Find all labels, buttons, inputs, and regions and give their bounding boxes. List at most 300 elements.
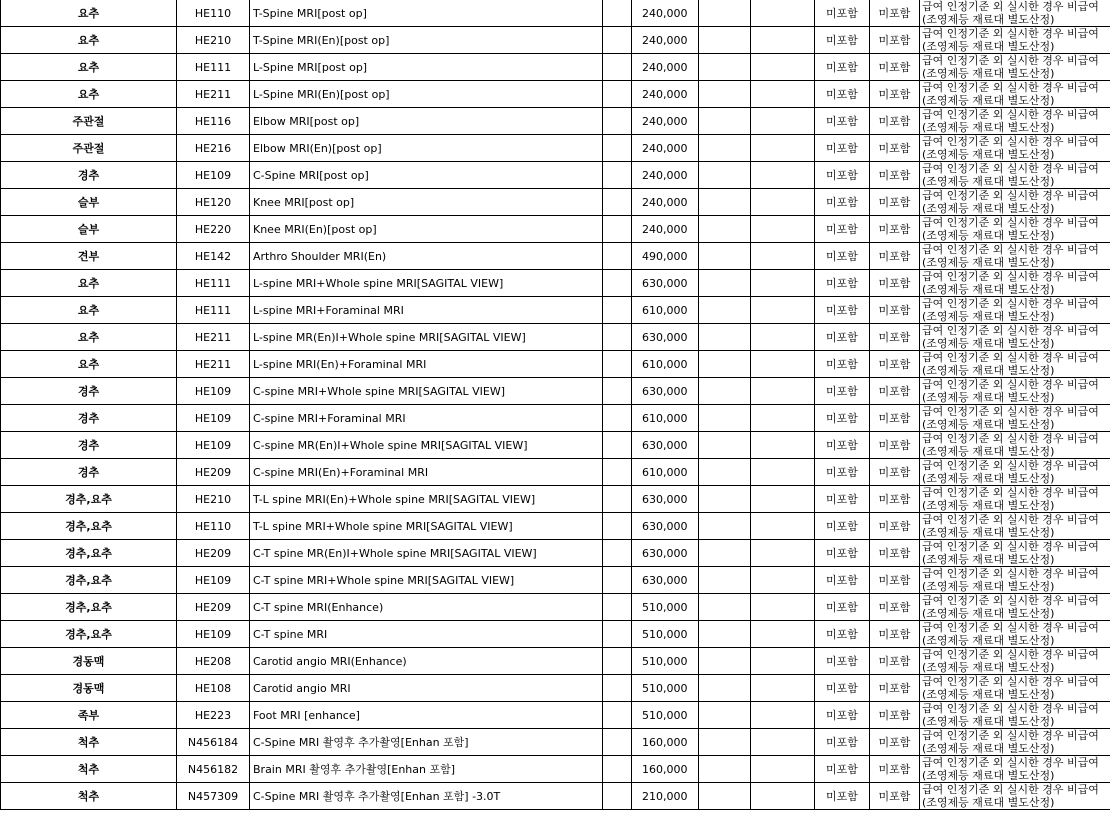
inclusion-b-cell: 미포함: [870, 648, 920, 675]
inclusion-b-cell: 미포함: [870, 432, 920, 459]
note-line-1: 급여 인정기준 외 실시한 경우 비급여: [922, 216, 1099, 229]
note-line-2: (조영제등 재료대 별도산정): [922, 175, 1055, 188]
inclusion-b-cell: 미포함: [870, 162, 920, 189]
empty-cell: [751, 729, 815, 756]
empty-cell: [751, 81, 815, 108]
price-cell: 240,000: [632, 135, 699, 162]
price-cell: 240,000: [632, 189, 699, 216]
inclusion-a-cell: 미포함: [815, 594, 870, 621]
note-cell: [920, 729, 1110, 756]
empty-cell: [699, 405, 751, 432]
price-cell: 240,000: [632, 81, 699, 108]
empty-cell: [699, 297, 751, 324]
note-line-2: (조영제등 재료대 별도산정): [922, 607, 1055, 620]
procedure-name-cell: T-Spine MRI[post op]: [250, 0, 603, 27]
code-cell: HE110: [177, 0, 250, 27]
empty-cell: [751, 594, 815, 621]
note-line-2: (조영제등 재료대 별도산정): [922, 256, 1055, 269]
empty-cell: [699, 378, 751, 405]
empty-cell: [603, 378, 632, 405]
empty-cell: [751, 297, 815, 324]
empty-cell: [699, 567, 751, 594]
note-cell: [920, 108, 1110, 135]
code-cell: HE111: [177, 297, 250, 324]
category-cell: 경추,요추: [1, 540, 177, 567]
inclusion-a-cell: 미포함: [815, 378, 870, 405]
procedure-name-cell: Knee MRI[post op]: [250, 189, 603, 216]
empty-cell: [699, 486, 751, 513]
code-cell: HE111: [177, 270, 250, 297]
table-row: [1, 756, 1110, 783]
price-cell: 610,000: [632, 405, 699, 432]
note-line-2: (조영제등 재료대 별도산정): [922, 553, 1055, 566]
category-cell: 경추,요추: [1, 513, 177, 540]
empty-cell: [699, 540, 751, 567]
empty-cell: [699, 243, 751, 270]
empty-cell: [699, 54, 751, 81]
inclusion-b-cell: 미포함: [870, 540, 920, 567]
empty-cell: [751, 216, 815, 243]
price-cell: 630,000: [632, 567, 699, 594]
empty-cell: [603, 594, 632, 621]
code-cell: HE116: [177, 108, 250, 135]
category-cell: 경추: [1, 432, 177, 459]
inclusion-a-cell: 미포함: [815, 135, 870, 162]
empty-cell: [699, 783, 751, 810]
empty-cell: [751, 702, 815, 729]
note-line-2: (조영제등 재료대 별도산정): [922, 40, 1055, 53]
fee-table-body: [1, 0, 1110, 810]
empty-cell: [603, 405, 632, 432]
inclusion-a-cell: 미포함: [815, 459, 870, 486]
empty-cell: [751, 270, 815, 297]
empty-cell: [751, 162, 815, 189]
inclusion-a-cell: 미포함: [815, 621, 870, 648]
empty-cell: [751, 648, 815, 675]
procedure-name-cell: C-spine MRI(En)+Foraminal MRI: [250, 459, 603, 486]
empty-cell: [751, 108, 815, 135]
table-row: [1, 81, 1110, 108]
inclusion-b-cell: 미포함: [870, 729, 920, 756]
note-line-1: 급여 인정기준 외 실시한 경우 비급여: [922, 162, 1099, 175]
inclusion-b-cell: 미포함: [870, 567, 920, 594]
empty-cell: [751, 513, 815, 540]
inclusion-b-cell: 미포함: [870, 378, 920, 405]
note-cell: [920, 783, 1110, 810]
inclusion-b-cell: 미포함: [870, 621, 920, 648]
inclusion-a-cell: 미포함: [815, 432, 870, 459]
category-cell: 요추: [1, 297, 177, 324]
empty-cell: [603, 351, 632, 378]
price-cell: 630,000: [632, 486, 699, 513]
inclusion-b-cell: 미포함: [870, 27, 920, 54]
table-row: [1, 243, 1110, 270]
inclusion-a-cell: 미포함: [815, 540, 870, 567]
note-line-2: (조영제등 재료대 별도산정): [922, 364, 1055, 377]
note-line-2: (조영제등 재료대 별도산정): [922, 661, 1055, 674]
note-cell: [920, 756, 1110, 783]
note-cell: [920, 540, 1110, 567]
empty-cell: [699, 702, 751, 729]
note-line-2: (조영제등 재료대 별도산정): [922, 229, 1055, 242]
price-cell: 510,000: [632, 702, 699, 729]
code-cell: HE209: [177, 459, 250, 486]
note-cell: [920, 459, 1110, 486]
category-cell: 주관절: [1, 135, 177, 162]
empty-cell: [603, 324, 632, 351]
note-cell: [920, 243, 1110, 270]
procedure-name-cell: Knee MRI(En)[post op]: [250, 216, 603, 243]
note-cell: [920, 486, 1110, 513]
procedure-name-cell: Brain MRI 촬영후 추가촬영[Enhan 포함]: [250, 756, 603, 783]
procedure-name-cell: T-L spine MRI+Whole spine MRI[SAGITAL VIEW]: [250, 513, 603, 540]
code-cell: HE211: [177, 81, 250, 108]
note-line-1: 급여 인정기준 외 실시한 경우 비급여: [922, 594, 1099, 607]
empty-cell: [751, 27, 815, 54]
category-cell: 경추,요추: [1, 567, 177, 594]
table-row: [1, 783, 1110, 810]
note-cell: [920, 324, 1110, 351]
table-row: [1, 513, 1110, 540]
inclusion-b-cell: 미포함: [870, 459, 920, 486]
inclusion-b-cell: 미포함: [870, 675, 920, 702]
category-cell: 요추: [1, 270, 177, 297]
code-cell: HE208: [177, 648, 250, 675]
empty-cell: [751, 324, 815, 351]
inclusion-a-cell: 미포함: [815, 756, 870, 783]
code-cell: HE209: [177, 594, 250, 621]
code-cell: HE109: [177, 162, 250, 189]
empty-cell: [603, 81, 632, 108]
note-line-1: 급여 인정기준 외 실시한 경우 비급여: [922, 432, 1099, 445]
note-line-2: (조영제등 재료대 별도산정): [922, 310, 1055, 323]
empty-cell: [603, 513, 632, 540]
inclusion-b-cell: 미포함: [870, 486, 920, 513]
empty-cell: [699, 648, 751, 675]
inclusion-b-cell: 미포함: [870, 108, 920, 135]
inclusion-a-cell: 미포함: [815, 513, 870, 540]
code-cell: HE216: [177, 135, 250, 162]
code-cell: HE210: [177, 27, 250, 54]
note-line-2: (조영제등 재료대 별도산정): [922, 94, 1055, 107]
inclusion-b-cell: 미포함: [870, 297, 920, 324]
price-cell: 610,000: [632, 297, 699, 324]
procedure-name-cell: L-Spine MRI[post op]: [250, 54, 603, 81]
note-cell: [920, 189, 1110, 216]
note-line-2: (조영제등 재료대 별도산정): [922, 499, 1055, 512]
category-cell: 경추: [1, 459, 177, 486]
price-cell: 240,000: [632, 0, 699, 27]
code-cell: HE109: [177, 378, 250, 405]
code-cell: HE211: [177, 324, 250, 351]
empty-cell: [603, 756, 632, 783]
empty-cell: [603, 459, 632, 486]
note-line-2: (조영제등 재료대 별도산정): [922, 769, 1055, 782]
note-line-1: 급여 인정기준 외 실시한 경우 비급여: [922, 459, 1099, 472]
inclusion-a-cell: 미포함: [815, 0, 870, 27]
inclusion-a-cell: 미포함: [815, 486, 870, 513]
note-cell: [920, 405, 1110, 432]
price-cell: 240,000: [632, 54, 699, 81]
note-line-1: 급여 인정기준 외 실시한 경우 비급여: [922, 486, 1099, 499]
empty-cell: [603, 189, 632, 216]
procedure-name-cell: T-Spine MRI(En)[post op]: [250, 27, 603, 54]
code-cell: HE223: [177, 702, 250, 729]
price-cell: 240,000: [632, 27, 699, 54]
price-cell: 210,000: [632, 783, 699, 810]
note-cell: [920, 270, 1110, 297]
inclusion-a-cell: 미포함: [815, 567, 870, 594]
note-cell: [920, 513, 1110, 540]
inclusion-a-cell: 미포함: [815, 189, 870, 216]
note-line-2: (조영제등 재료대 별도산정): [922, 472, 1055, 485]
empty-cell: [751, 756, 815, 783]
inclusion-a-cell: 미포함: [815, 54, 870, 81]
empty-cell: [751, 459, 815, 486]
category-cell: 슬부: [1, 189, 177, 216]
procedure-name-cell: Carotid angio MRI: [250, 675, 603, 702]
category-cell: 경추,요추: [1, 621, 177, 648]
empty-cell: [699, 108, 751, 135]
table-row: [1, 702, 1110, 729]
empty-cell: [603, 540, 632, 567]
price-cell: 630,000: [632, 540, 699, 567]
note-line-2: (조영제등 재료대 별도산정): [922, 688, 1055, 701]
note-line-2: (조영제등 재료대 별도산정): [922, 580, 1055, 593]
price-cell: 240,000: [632, 162, 699, 189]
inclusion-a-cell: 미포함: [815, 108, 870, 135]
table-row: [1, 675, 1110, 702]
table-row: [1, 648, 1110, 675]
procedure-name-cell: L-spine MRI+Foraminal MRI: [250, 297, 603, 324]
table-row: [1, 297, 1110, 324]
inclusion-a-cell: 미포함: [815, 405, 870, 432]
note-line-1: 급여 인정기준 외 실시한 경우 비급여: [922, 243, 1099, 256]
empty-cell: [699, 621, 751, 648]
note-line-1: 급여 인정기준 외 실시한 경우 비급여: [922, 324, 1099, 337]
category-cell: 슬부: [1, 216, 177, 243]
inclusion-b-cell: 미포함: [870, 81, 920, 108]
price-cell: 610,000: [632, 459, 699, 486]
code-cell: HE109: [177, 621, 250, 648]
note-line-1: 급여 인정기준 외 실시한 경우 비급여: [922, 648, 1099, 661]
note-line-1: 급여 인정기준 외 실시한 경우 비급여: [922, 297, 1099, 310]
code-cell: HE210: [177, 486, 250, 513]
procedure-name-cell: C-T spine MR(En)I+Whole spine MRI[SAGITAL VIEW]: [250, 540, 603, 567]
inclusion-b-cell: 미포함: [870, 216, 920, 243]
inclusion-a-cell: 미포함: [815, 216, 870, 243]
inclusion-a-cell: 미포함: [815, 783, 870, 810]
empty-cell: [603, 243, 632, 270]
note-line-2: (조영제등 재료대 별도산정): [922, 337, 1055, 350]
empty-cell: [699, 162, 751, 189]
note-cell: [920, 675, 1110, 702]
empty-cell: [751, 567, 815, 594]
price-cell: 240,000: [632, 216, 699, 243]
price-cell: 630,000: [632, 432, 699, 459]
note-line-2: (조영제등 재료대 별도산정): [922, 418, 1055, 431]
empty-cell: [751, 378, 815, 405]
table-row: [1, 594, 1110, 621]
price-cell: 490,000: [632, 243, 699, 270]
empty-cell: [603, 27, 632, 54]
note-line-1: 급여 인정기준 외 실시한 경우 비급여: [922, 189, 1099, 202]
empty-cell: [699, 0, 751, 27]
note-line-1: 급여 인정기준 외 실시한 경우 비급여: [922, 621, 1099, 634]
inclusion-b-cell: 미포함: [870, 756, 920, 783]
note-line-2: (조영제등 재료대 별도산정): [922, 67, 1055, 80]
note-cell: [920, 81, 1110, 108]
table-row: [1, 108, 1110, 135]
category-cell: 경추: [1, 378, 177, 405]
category-cell: 경추: [1, 405, 177, 432]
empty-cell: [699, 594, 751, 621]
category-cell: 요추: [1, 351, 177, 378]
empty-cell: [699, 459, 751, 486]
code-cell: HE110: [177, 513, 250, 540]
empty-cell: [699, 189, 751, 216]
note-line-1: 급여 인정기준 외 실시한 경우 비급여: [922, 27, 1099, 40]
inclusion-b-cell: 미포함: [870, 702, 920, 729]
note-cell: [920, 351, 1110, 378]
note-line-1: 급여 인정기준 외 실시한 경우 비급여: [922, 270, 1099, 283]
empty-cell: [603, 432, 632, 459]
inclusion-a-cell: 미포함: [815, 675, 870, 702]
note-line-1: 급여 인정기준 외 실시한 경우 비급여: [922, 675, 1099, 688]
inclusion-b-cell: 미포함: [870, 324, 920, 351]
empty-cell: [699, 513, 751, 540]
empty-cell: [603, 54, 632, 81]
price-cell: 510,000: [632, 675, 699, 702]
note-line-1: 급여 인정기준 외 실시한 경우 비급여: [922, 54, 1099, 67]
code-cell: HE142: [177, 243, 250, 270]
note-cell: [920, 216, 1110, 243]
table-row: [1, 621, 1110, 648]
procedure-name-cell: C-Spine MRI[post op]: [250, 162, 603, 189]
empty-cell: [751, 0, 815, 27]
inclusion-b-cell: 미포함: [870, 270, 920, 297]
procedure-name-cell: C-T spine MRI+Whole spine MRI[SAGITAL VIEW]: [250, 567, 603, 594]
note-line-1: 급여 인정기준 외 실시한 경우 비급여: [922, 405, 1099, 418]
note-line-1: 급여 인정기준 외 실시한 경우 비급여: [922, 567, 1099, 580]
empty-cell: [751, 351, 815, 378]
inclusion-b-cell: 미포함: [870, 54, 920, 81]
table-row: [1, 540, 1110, 567]
table-row: [1, 459, 1110, 486]
empty-cell: [751, 135, 815, 162]
inclusion-b-cell: 미포함: [870, 135, 920, 162]
note-line-2: (조영제등 재료대 별도산정): [922, 148, 1055, 161]
table-row: [1, 351, 1110, 378]
procedure-name-cell: C-T spine MRI(Enhance): [250, 594, 603, 621]
empty-cell: [603, 0, 632, 27]
empty-cell: [699, 135, 751, 162]
category-cell: 요추: [1, 324, 177, 351]
note-cell: [920, 378, 1110, 405]
note-cell: [920, 135, 1110, 162]
note-line-1: 급여 인정기준 외 실시한 경우 비급여: [922, 135, 1099, 148]
inclusion-b-cell: 미포함: [870, 189, 920, 216]
code-cell: N457309: [177, 783, 250, 810]
empty-cell: [699, 756, 751, 783]
empty-cell: [603, 162, 632, 189]
empty-cell: [751, 675, 815, 702]
note-line-1: 급여 인정기준 외 실시한 경우 비급여: [922, 513, 1099, 526]
category-cell: 족부: [1, 702, 177, 729]
table-row: [1, 54, 1110, 81]
category-cell: 척추: [1, 729, 177, 756]
code-cell: HE211: [177, 351, 250, 378]
empty-cell: [699, 432, 751, 459]
category-cell: 척추: [1, 756, 177, 783]
inclusion-a-cell: 미포함: [815, 648, 870, 675]
note-cell: [920, 621, 1110, 648]
empty-cell: [603, 567, 632, 594]
inclusion-b-cell: 미포함: [870, 0, 920, 27]
table-row: [1, 27, 1110, 54]
category-cell: 척추: [1, 783, 177, 810]
price-cell: 610,000: [632, 351, 699, 378]
table-row: [1, 162, 1110, 189]
procedure-name-cell: Elbow MRI[post op]: [250, 108, 603, 135]
table-row: [1, 270, 1110, 297]
note-line-2: (조영제등 재료대 별도산정): [922, 742, 1055, 755]
note-line-1: 급여 인정기준 외 실시한 경우 비급여: [922, 729, 1099, 742]
empty-cell: [603, 108, 632, 135]
empty-cell: [603, 270, 632, 297]
note-line-1: 급여 인정기준 외 실시한 경우 비급여: [922, 702, 1099, 715]
table-row: [1, 189, 1110, 216]
inclusion-a-cell: 미포함: [815, 81, 870, 108]
code-cell: HE220: [177, 216, 250, 243]
category-cell: 경추,요추: [1, 594, 177, 621]
inclusion-a-cell: 미포함: [815, 324, 870, 351]
price-cell: 510,000: [632, 648, 699, 675]
procedure-name-cell: C-Spine MRI 촬영후 추가촬영[Enhan 포함] -3.0T: [250, 783, 603, 810]
category-cell: 요추: [1, 54, 177, 81]
empty-cell: [699, 81, 751, 108]
note-line-2: (조영제등 재료대 별도산정): [922, 202, 1055, 215]
price-cell: 630,000: [632, 324, 699, 351]
note-line-1: 급여 인정기준 외 실시한 경우 비급여: [922, 783, 1099, 796]
code-cell: HE120: [177, 189, 250, 216]
table-row: [1, 135, 1110, 162]
note-line-1: 급여 인정기준 외 실시한 경우 비급여: [922, 756, 1099, 769]
inclusion-b-cell: 미포함: [870, 405, 920, 432]
note-line-1: 급여 인정기준 외 실시한 경우 비급여: [922, 540, 1099, 553]
empty-cell: [699, 351, 751, 378]
empty-cell: [603, 486, 632, 513]
empty-cell: [751, 783, 815, 810]
table-row: [1, 216, 1110, 243]
empty-cell: [699, 216, 751, 243]
category-cell: 경동맥: [1, 675, 177, 702]
note-cell: [920, 27, 1110, 54]
note-cell: [920, 702, 1110, 729]
category-cell: 요추: [1, 81, 177, 108]
table-row: [1, 432, 1110, 459]
procedure-name-cell: L-spine MR(En)I+Whole spine MRI[SAGITAL VIEW]: [250, 324, 603, 351]
note-line-2: (조영제등 재료대 별도산정): [922, 526, 1055, 539]
procedure-name-cell: C-spine MR(En)I+Whole spine MRI[SAGITAL VIEW]: [250, 432, 603, 459]
code-cell: N456184: [177, 729, 250, 756]
inclusion-b-cell: 미포함: [870, 243, 920, 270]
empty-cell: [603, 729, 632, 756]
code-cell: HE108: [177, 675, 250, 702]
empty-cell: [751, 486, 815, 513]
price-cell: 630,000: [632, 513, 699, 540]
price-cell: 240,000: [632, 108, 699, 135]
